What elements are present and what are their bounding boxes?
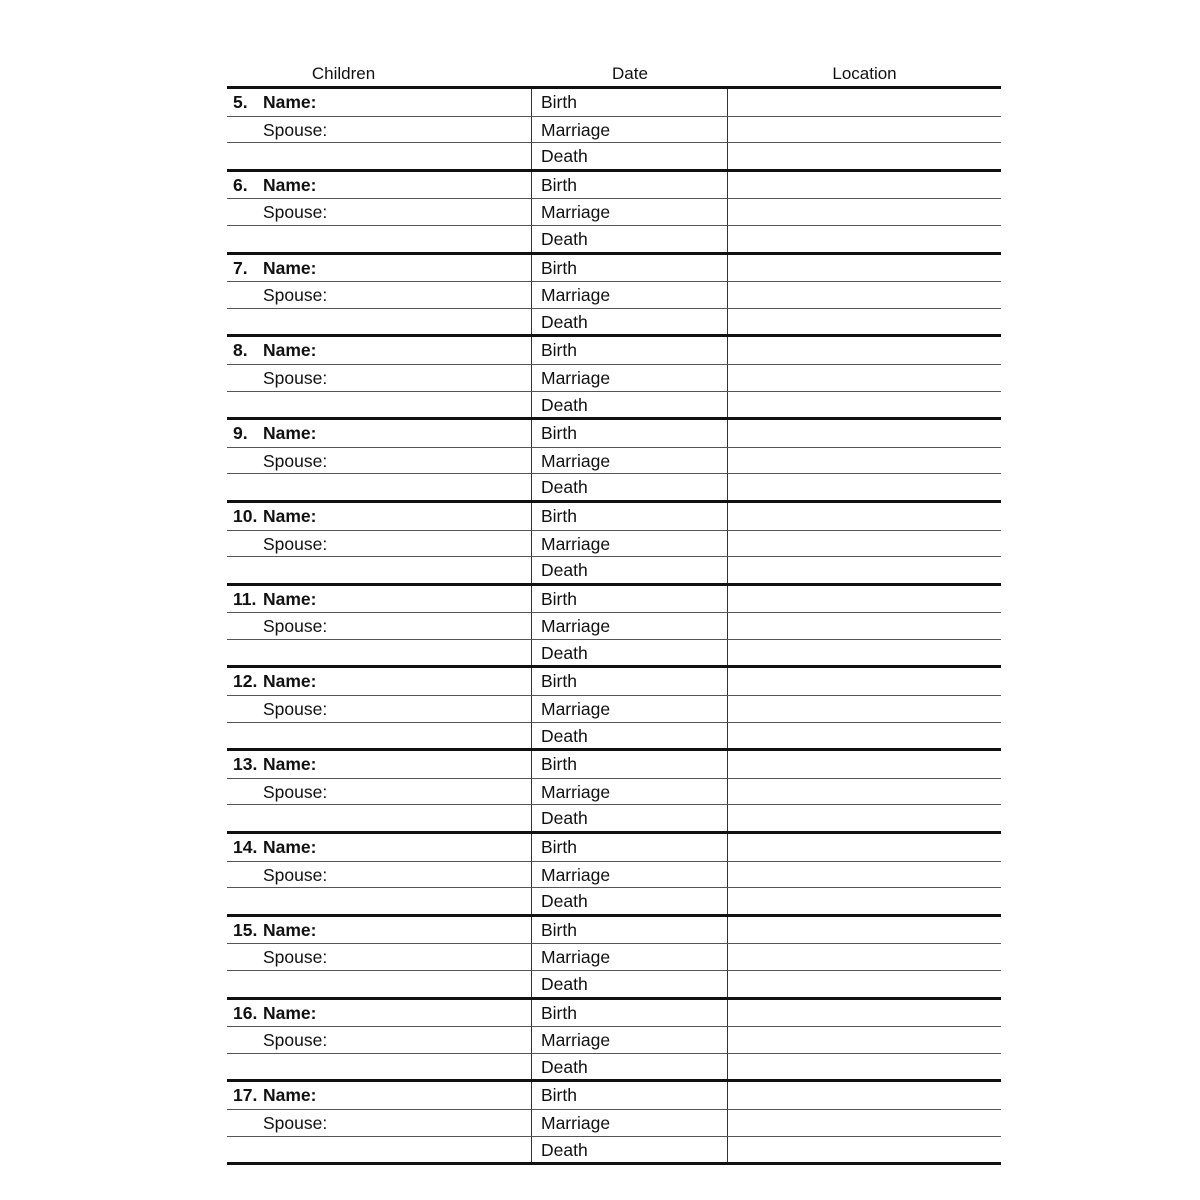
death-label: Death <box>541 146 588 167</box>
blank-cell[interactable] <box>227 640 532 666</box>
spouse-label: Spouse: <box>263 450 328 471</box>
death-date-cell[interactable] <box>532 226 728 252</box>
child-entry <box>227 665 1001 748</box>
blank-cell[interactable] <box>227 805 532 831</box>
child-entry <box>227 169 1001 252</box>
spouse-row <box>227 943 1001 970</box>
death-location-cell[interactable] <box>728 557 1001 583</box>
death-row <box>227 142 1001 169</box>
death-date-cell[interactable] <box>532 474 728 500</box>
birth-date-cell[interactable] <box>532 89 728 116</box>
name-row <box>227 751 1001 778</box>
spouse-row <box>227 364 1001 391</box>
entry-number: 12. <box>233 671 258 692</box>
death-label: Death <box>541 808 588 829</box>
entry-number: 11. <box>233 588 257 609</box>
death-location-cell[interactable] <box>728 640 1001 666</box>
birth-label: Birth <box>541 340 577 361</box>
marriage-location-cell[interactable] <box>728 448 1001 474</box>
header-location: Location <box>832 64 897 83</box>
name-label: Name: <box>263 754 317 775</box>
name-cell[interactable] <box>227 834 532 861</box>
spouse-cell[interactable] <box>227 199 532 225</box>
blank-cell[interactable] <box>227 888 532 914</box>
birth-location-cell[interactable] <box>728 668 1001 695</box>
spouse-label: Spouse: <box>263 533 328 554</box>
spouse-cell[interactable] <box>227 365 532 391</box>
name-row <box>227 337 1001 364</box>
birth-label: Birth <box>541 671 577 692</box>
death-label: Death <box>541 725 588 746</box>
birth-label: Birth <box>541 588 577 609</box>
spouse-cell[interactable] <box>227 531 532 557</box>
birth-label: Birth <box>541 919 577 940</box>
blank-cell[interactable] <box>227 392 532 418</box>
marriage-location-cell[interactable] <box>728 696 1001 722</box>
name-row <box>227 668 1001 695</box>
marriage-label: Marriage <box>541 947 611 968</box>
birth-location-cell[interactable] <box>728 420 1001 447</box>
birth-date-cell[interactable] <box>532 751 728 778</box>
spouse-cell[interactable] <box>227 448 532 474</box>
birth-date-cell[interactable] <box>532 172 728 199</box>
entry-number: 5. <box>233 92 248 112</box>
name-row <box>227 586 1001 613</box>
name-label: Name: <box>263 1002 317 1023</box>
name-cell[interactable] <box>227 89 532 116</box>
marriage-date-cell[interactable] <box>532 117 728 143</box>
spouse-label: Spouse: <box>263 1030 328 1051</box>
table-header <box>227 62 1001 86</box>
birth-date-cell[interactable] <box>532 668 728 695</box>
marriage-location-cell[interactable] <box>728 531 1001 557</box>
spouse-cell[interactable] <box>227 1027 532 1053</box>
marriage-label: Marriage <box>541 616 611 637</box>
blank-cell[interactable] <box>227 1137 532 1163</box>
birth-location-cell[interactable] <box>728 172 1001 199</box>
death-row <box>227 887 1001 914</box>
death-label: Death <box>541 1139 588 1160</box>
birth-location-cell[interactable] <box>728 255 1001 282</box>
entry-number: 7. <box>233 257 248 278</box>
birth-label: Birth <box>541 92 577 112</box>
death-date-cell[interactable] <box>532 723 728 749</box>
name-label: Name: <box>263 588 317 609</box>
name-cell[interactable] <box>227 503 532 530</box>
name-cell[interactable] <box>227 420 532 447</box>
birth-label: Birth <box>541 1085 577 1106</box>
marriage-label: Marriage <box>541 119 611 140</box>
name-cell[interactable] <box>227 751 532 778</box>
death-row <box>227 308 1001 335</box>
blank-cell[interactable] <box>227 557 532 583</box>
entry-number: 8. <box>233 340 248 361</box>
death-location-cell[interactable] <box>728 1137 1001 1163</box>
death-location-cell[interactable] <box>728 309 1001 335</box>
child-entry <box>227 583 1001 666</box>
death-date-cell[interactable] <box>532 557 728 583</box>
birth-date-cell[interactable] <box>532 255 728 282</box>
spouse-cell[interactable] <box>227 282 532 308</box>
marriage-date-cell[interactable] <box>532 531 728 557</box>
name-row <box>227 1082 1001 1109</box>
birth-location-cell[interactable] <box>728 586 1001 613</box>
spouse-row <box>227 778 1001 805</box>
blank-cell[interactable] <box>227 971 532 997</box>
name-label: Name: <box>263 257 317 278</box>
child-entry <box>227 86 1001 169</box>
child-entry <box>227 417 1001 500</box>
death-row <box>227 473 1001 500</box>
death-row <box>227 722 1001 749</box>
name-row <box>227 172 1001 199</box>
birth-location-cell[interactable] <box>728 1000 1001 1027</box>
death-row <box>227 225 1001 252</box>
birth-date-cell[interactable] <box>532 586 728 613</box>
death-label: Death <box>541 1056 588 1077</box>
marriage-label: Marriage <box>541 1112 611 1133</box>
death-row <box>227 639 1001 666</box>
name-label: Name: <box>263 1085 317 1106</box>
marriage-location-cell[interactable] <box>728 779 1001 805</box>
death-row <box>227 970 1001 997</box>
spouse-cell[interactable] <box>227 613 532 639</box>
marriage-label: Marriage <box>541 202 611 223</box>
spouse-row <box>227 612 1001 639</box>
death-date-cell[interactable] <box>532 143 728 169</box>
spouse-label: Spouse: <box>263 947 328 968</box>
marriage-location-cell[interactable] <box>728 117 1001 143</box>
name-cell[interactable] <box>227 1082 532 1109</box>
birth-date-cell[interactable] <box>532 420 728 447</box>
marriage-label: Marriage <box>541 533 611 554</box>
birth-location-cell[interactable] <box>728 834 1001 861</box>
spouse-cell[interactable] <box>227 117 532 143</box>
blank-cell[interactable] <box>227 1054 532 1080</box>
death-location-cell[interactable] <box>728 226 1001 252</box>
death-label: Death <box>541 394 588 415</box>
spouse-row <box>227 1109 1001 1136</box>
child-entry <box>227 252 1001 335</box>
marriage-label: Marriage <box>541 450 611 471</box>
spouse-cell[interactable] <box>227 696 532 722</box>
name-label: Name: <box>263 505 317 526</box>
name-label: Name: <box>263 837 317 858</box>
spouse-label: Spouse: <box>263 202 328 223</box>
blank-cell[interactable] <box>227 309 532 335</box>
entry-number: 10. <box>233 505 258 526</box>
birth-label: Birth <box>541 505 577 526</box>
name-label: Name: <box>263 340 317 361</box>
name-cell[interactable] <box>227 255 532 282</box>
child-entry <box>227 748 1001 831</box>
marriage-date-cell[interactable] <box>532 1027 728 1053</box>
birth-location-cell[interactable] <box>728 751 1001 778</box>
child-entry <box>227 997 1001 1080</box>
entries-list <box>227 86 1001 1165</box>
name-row <box>227 834 1001 861</box>
birth-date-cell[interactable] <box>532 337 728 364</box>
spouse-row <box>227 198 1001 225</box>
death-date-cell[interactable] <box>532 1137 728 1163</box>
death-label: Death <box>541 477 588 498</box>
marriage-location-cell[interactable] <box>728 613 1001 639</box>
death-row <box>227 1136 1001 1163</box>
birth-date-cell[interactable] <box>532 917 728 944</box>
death-location-cell[interactable] <box>728 392 1001 418</box>
child-entry <box>227 500 1001 583</box>
death-location-cell[interactable] <box>728 143 1001 169</box>
death-row <box>227 804 1001 831</box>
name-label: Name: <box>263 174 317 195</box>
header-children: Children <box>311 64 376 83</box>
birth-location-cell[interactable] <box>728 917 1001 944</box>
death-location-cell[interactable] <box>728 888 1001 914</box>
header-date: Date <box>612 64 648 83</box>
death-label: Death <box>541 560 588 581</box>
death-location-cell[interactable] <box>728 971 1001 997</box>
marriage-date-cell[interactable] <box>532 696 728 722</box>
spouse-row <box>227 116 1001 143</box>
birth-location-cell[interactable] <box>728 503 1001 530</box>
children-record-form <box>227 62 1001 1165</box>
marriage-date-cell[interactable] <box>532 282 728 308</box>
marriage-location-cell[interactable] <box>728 1110 1001 1136</box>
death-date-cell[interactable] <box>532 805 728 831</box>
spouse-row <box>227 530 1001 557</box>
death-row <box>227 556 1001 583</box>
marriage-date-cell[interactable] <box>532 779 728 805</box>
death-row <box>227 1053 1001 1080</box>
birth-label: Birth <box>541 1002 577 1023</box>
death-date-cell[interactable] <box>532 971 728 997</box>
death-label: Death <box>541 891 588 912</box>
child-entry <box>227 1079 1001 1165</box>
birth-date-cell[interactable] <box>532 834 728 861</box>
entry-number: 6. <box>233 174 248 195</box>
name-cell[interactable] <box>227 1000 532 1027</box>
marriage-date-cell[interactable] <box>532 199 728 225</box>
death-label: Death <box>541 311 588 332</box>
entry-number: 14. <box>233 837 258 858</box>
name-cell[interactable] <box>227 668 532 695</box>
entry-number: 9. <box>233 423 248 444</box>
child-entry <box>227 831 1001 914</box>
child-entry <box>227 334 1001 417</box>
death-location-cell[interactable] <box>728 474 1001 500</box>
name-row <box>227 503 1001 530</box>
birth-label: Birth <box>541 174 577 195</box>
spouse-label: Spouse: <box>263 616 328 637</box>
death-date-cell[interactable] <box>532 888 728 914</box>
spouse-label: Spouse: <box>263 699 328 720</box>
death-label: Death <box>541 974 588 994</box>
blank-cell[interactable] <box>227 723 532 749</box>
birth-label: Birth <box>541 754 577 775</box>
marriage-location-cell[interactable] <box>728 944 1001 970</box>
marriage-label: Marriage <box>541 1030 611 1051</box>
name-label: Name: <box>263 919 317 940</box>
name-label: Name: <box>263 423 317 444</box>
marriage-label: Marriage <box>541 285 611 306</box>
blank-cell[interactable] <box>227 143 532 169</box>
birth-label: Birth <box>541 257 577 278</box>
marriage-location-cell[interactable] <box>728 199 1001 225</box>
name-row <box>227 917 1001 944</box>
spouse-cell[interactable] <box>227 1110 532 1136</box>
marriage-date-cell[interactable] <box>532 862 728 888</box>
spouse-row <box>227 281 1001 308</box>
death-date-cell[interactable] <box>532 309 728 335</box>
death-label: Death <box>541 228 588 249</box>
spouse-row <box>227 447 1001 474</box>
marriage-label: Marriage <box>541 367 611 388</box>
death-location-cell[interactable] <box>728 805 1001 831</box>
spouse-cell[interactable] <box>227 944 532 970</box>
spouse-label: Spouse: <box>263 864 328 885</box>
entry-number: 16. <box>233 1002 258 1023</box>
marriage-location-cell[interactable] <box>728 1027 1001 1053</box>
marriage-location-cell[interactable] <box>728 862 1001 888</box>
marriage-location-cell[interactable] <box>728 365 1001 391</box>
spouse-row <box>227 695 1001 722</box>
death-date-cell[interactable] <box>532 392 728 418</box>
name-cell[interactable] <box>227 172 532 199</box>
name-cell[interactable] <box>227 586 532 613</box>
spouse-label: Spouse: <box>263 119 328 140</box>
birth-date-cell[interactable] <box>532 1082 728 1109</box>
marriage-label: Marriage <box>541 699 611 720</box>
name-label: Name: <box>263 671 317 692</box>
birth-date-cell[interactable] <box>532 503 728 530</box>
blank-cell[interactable] <box>227 474 532 500</box>
child-entry <box>227 914 1001 997</box>
name-row <box>227 255 1001 282</box>
marriage-date-cell[interactable] <box>532 448 728 474</box>
death-location-cell[interactable] <box>728 1054 1001 1080</box>
entry-number: 15. <box>233 919 258 940</box>
marriage-date-cell[interactable] <box>532 613 728 639</box>
spouse-cell[interactable] <box>227 862 532 888</box>
death-location-cell[interactable] <box>728 723 1001 749</box>
marriage-date-cell[interactable] <box>532 365 728 391</box>
blank-cell[interactable] <box>227 226 532 252</box>
birth-label: Birth <box>541 837 577 858</box>
name-row <box>227 89 1001 116</box>
marriage-label: Marriage <box>541 781 611 802</box>
spouse-row <box>227 861 1001 888</box>
death-date-cell[interactable] <box>532 1054 728 1080</box>
marriage-location-cell[interactable] <box>728 282 1001 308</box>
marriage-date-cell[interactable] <box>532 944 728 970</box>
birth-location-cell[interactable] <box>728 1082 1001 1109</box>
birth-location-cell[interactable] <box>728 337 1001 364</box>
death-label: Death <box>541 642 588 663</box>
birth-date-cell[interactable] <box>532 1000 728 1027</box>
name-cell[interactable] <box>227 337 532 364</box>
birth-location-cell[interactable] <box>728 89 1001 116</box>
name-cell[interactable] <box>227 917 532 944</box>
death-row <box>227 391 1001 418</box>
spouse-cell[interactable] <box>227 779 532 805</box>
entry-number: 13. <box>233 754 258 775</box>
spouse-row <box>227 1026 1001 1053</box>
spouse-label: Spouse: <box>263 781 328 802</box>
name-label: Name: <box>263 92 317 112</box>
entry-number: 17. <box>233 1085 258 1106</box>
name-row <box>227 420 1001 447</box>
spouse-label: Spouse: <box>263 367 328 388</box>
spouse-label: Spouse: <box>263 1112 328 1133</box>
name-row <box>227 1000 1001 1027</box>
spouse-label: Spouse: <box>263 285 328 306</box>
death-date-cell[interactable] <box>532 640 728 666</box>
birth-label: Birth <box>541 423 577 444</box>
marriage-label: Marriage <box>541 864 611 885</box>
marriage-date-cell[interactable] <box>532 1110 728 1136</box>
